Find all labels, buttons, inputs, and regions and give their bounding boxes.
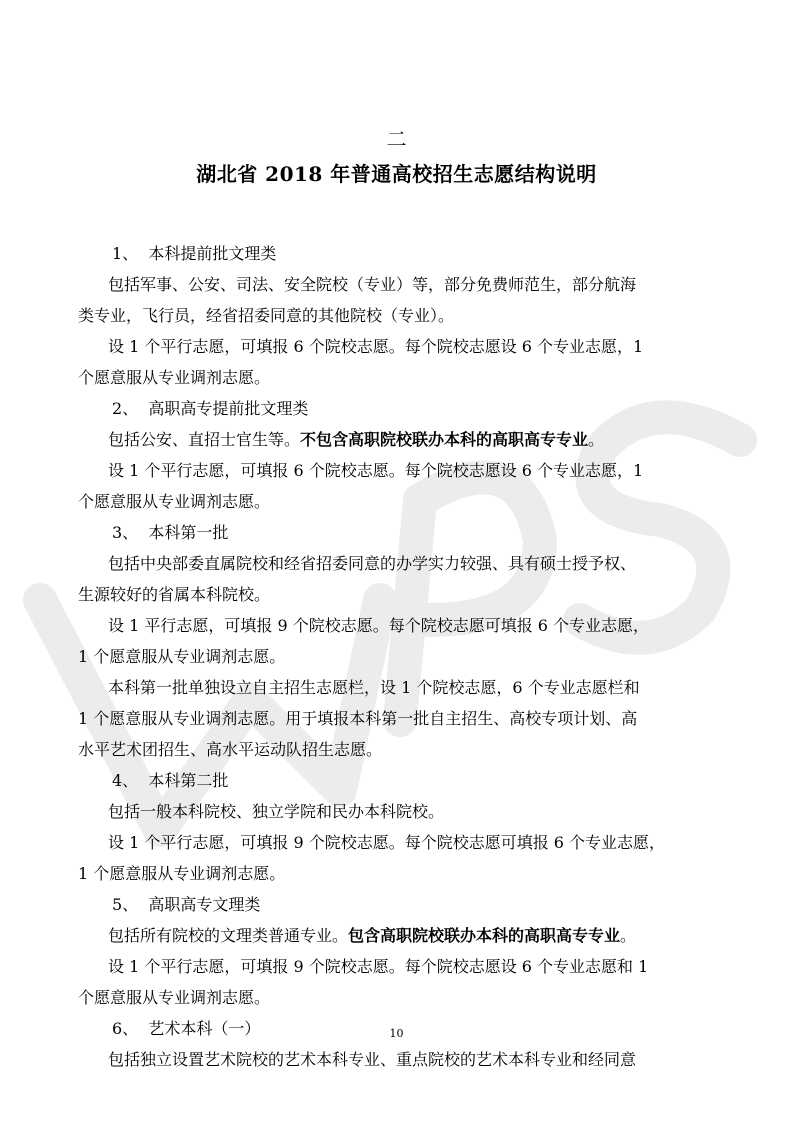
paragraph-line <box>78 641 716 672</box>
paragraph-line <box>78 269 716 300</box>
paragraph-line <box>78 331 716 362</box>
body-text: 1 个愿意服从专业调剂志愿。 <box>78 647 286 666</box>
body-text: 。 <box>588 430 605 449</box>
section-heading <box>78 889 716 920</box>
section-heading <box>78 765 716 796</box>
paragraph-line <box>78 362 716 393</box>
body-text: 1、 本科提前批文理类 <box>112 244 277 263</box>
body-text: 个愿意服从专业调剂志愿。 <box>78 988 271 1007</box>
paragraph-line <box>78 796 716 827</box>
paragraph-line <box>78 920 716 951</box>
body-text: 设 1 平行志愿，可填报 9 个院校志愿。每个院校志愿可填报 6 个专业志愿， <box>108 616 650 635</box>
paragraph-line <box>78 951 716 982</box>
paragraph-line <box>78 982 716 1013</box>
body-text: 个愿意服从专业调剂志愿。 <box>78 368 271 387</box>
paragraph-line <box>78 455 716 486</box>
document-title: 湖北省 2018 年普通高校招生志愿结构说明 <box>196 162 597 186</box>
body-text: 类专业，飞行员，经省招委同意的其他院校（专业）。 <box>78 306 455 325</box>
document-body <box>78 238 716 1075</box>
emphasis-text: 包含高职院校联办本科的高职高专专业 <box>348 926 621 945</box>
paragraph-line <box>78 300 716 331</box>
body-text: 。 <box>620 926 637 945</box>
paragraph-line <box>78 424 716 455</box>
body-text: 6、 艺术本科（一） <box>112 1019 261 1038</box>
body-text: 本科第一批单独设立自主招生志愿栏，设 1 个院校志愿，6 个专业志愿栏和 <box>108 678 640 697</box>
body-text: 个愿意服从专业调剂志愿。 <box>78 492 271 511</box>
section-number: 二 <box>386 127 407 151</box>
section-heading <box>78 517 716 548</box>
paragraph-line <box>78 579 716 610</box>
body-text: 3、 本科第一批 <box>112 523 229 542</box>
body-text: 2、 高职高专提前批文理类 <box>112 399 309 418</box>
body-text: 4、 本科第二批 <box>112 771 229 790</box>
paragraph-line <box>78 672 716 703</box>
emphasis-text: 不包含高职院校联办本科的高职高专专业 <box>300 430 589 449</box>
section-heading <box>78 238 716 269</box>
body-text: 水平艺术团招生、高水平运动队招生志愿。 <box>78 740 383 759</box>
paragraph-line <box>78 734 716 765</box>
body-text: 设 1 个平行志愿，可填报 9 个院校志愿。每个院校志愿设 6 个专业志愿和 1 <box>108 957 649 976</box>
paragraph-line <box>78 610 716 641</box>
section-heading <box>78 393 716 424</box>
body-text: 1 个愿意服从专业调剂志愿。 <box>78 864 286 883</box>
body-text: 1 个愿意服从专业调剂志愿。用于填报本科第一批自主招生、高校专项计划、高 <box>78 709 638 728</box>
body-text: 5、 高职高专文理类 <box>112 895 261 914</box>
body-text: 包括军事、公安、司法、安全院校（专业）等，部分免费师范生，部分航海 <box>108 275 637 294</box>
paragraph-line <box>78 486 716 517</box>
body-text: 设 1 个平行志愿，可填报 9 个院校志愿。每个院校志愿可填报 6 个专业志愿， <box>108 833 666 852</box>
body-text: 包括独立设置艺术院校的艺术本科专业、重点院校的艺术本科专业和经同意 <box>108 1050 637 1069</box>
page-number: 10 <box>389 1027 404 1040</box>
body-text: 包括公安、直招士官生等。 <box>108 430 301 449</box>
paragraph-line <box>78 703 716 734</box>
body-text: 生源较好的省属本科院校。 <box>78 585 271 604</box>
paragraph-line <box>78 827 716 858</box>
paragraph-line <box>78 858 716 889</box>
body-text: 设 1 个平行志愿，可填报 6 个院校志愿。每个院校志愿设 6 个专业志愿，1 <box>108 337 644 356</box>
paragraph-line <box>78 548 716 579</box>
body-text: 设 1 个平行志愿，可填报 6 个院校志愿。每个院校志愿设 6 个专业志愿，1 <box>108 461 644 480</box>
body-text: 包括一般本科院校、独立学院和民办本科院校。 <box>108 802 445 821</box>
paragraph-line <box>78 1044 716 1075</box>
body-text: 包括所有院校的文理类普通专业。 <box>108 926 349 945</box>
body-text: 包括中央部委直属院校和经省招委同意的办学实力较强、具有硕士授予权、 <box>108 554 637 573</box>
